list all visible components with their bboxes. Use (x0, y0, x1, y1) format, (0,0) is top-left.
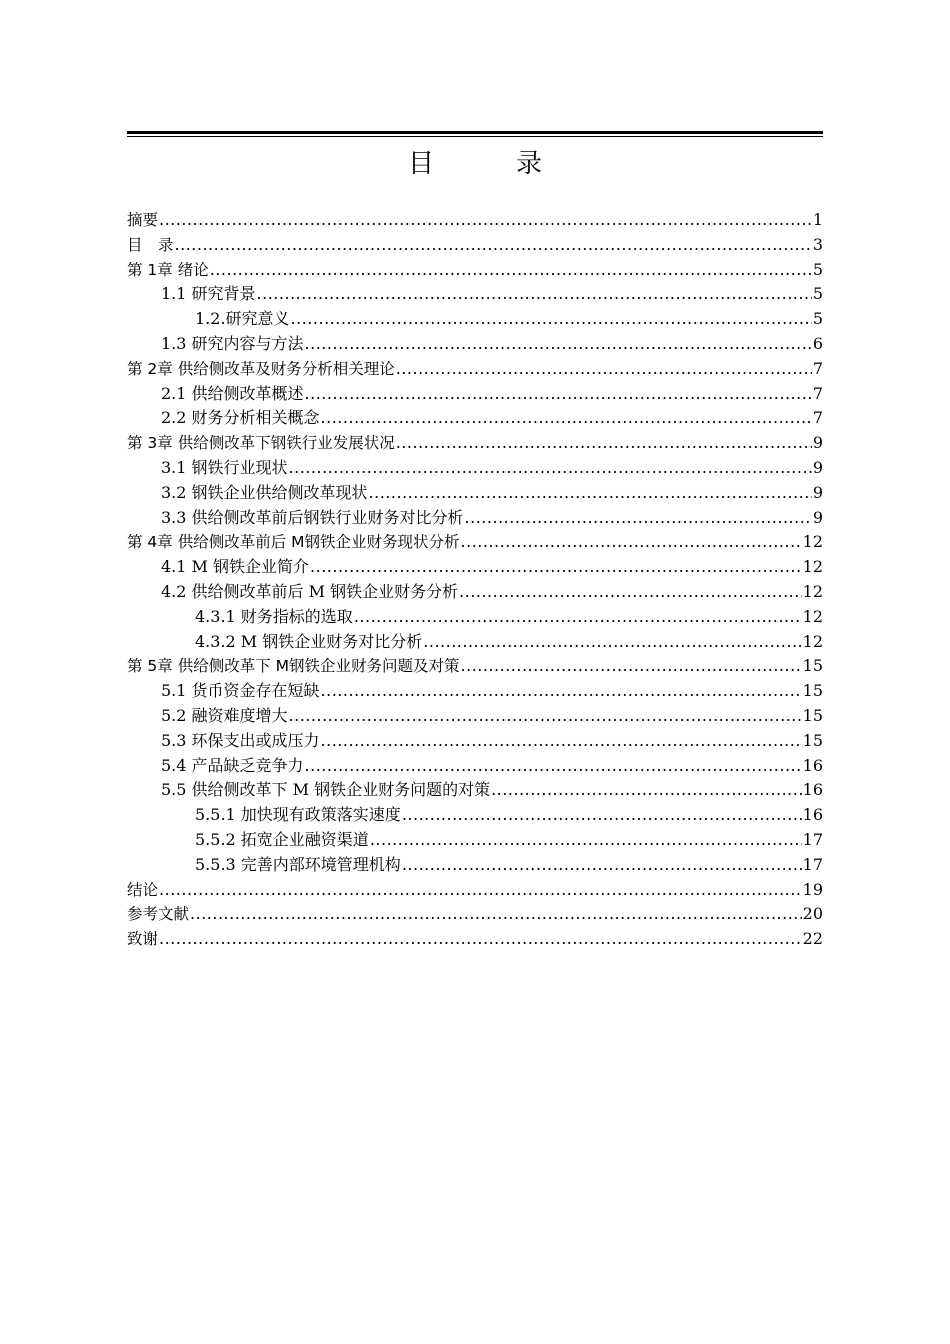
toc-entry-label: 5.5.2 拓宽企业融资渠道 (195, 829, 369, 849)
toc-entry-page: 9 (812, 457, 823, 477)
toc-entry-page: 15 (802, 681, 823, 701)
toc-entry-label: 第 5章 供给侧改革下 M钢铁企业财务问题及对策 (127, 657, 460, 676)
toc-entry-label: 1.1 研究背景 (161, 284, 256, 304)
toc-dot-leader (159, 208, 812, 233)
toc-entry-page: 20 (802, 904, 823, 924)
toc-entry[interactable] (127, 778, 823, 803)
toc-entry-page: 19 (802, 879, 823, 899)
toc-entry[interactable] (127, 282, 823, 307)
toc-entry-page: 16 (802, 780, 823, 800)
toc-entry-page: 12 (802, 557, 823, 577)
toc-entry[interactable] (127, 853, 823, 878)
toc-entry-label: 第 1章 绪论 (127, 260, 209, 279)
toc-dot-leader (321, 406, 812, 431)
toc-entry-page: 3 (812, 234, 823, 254)
toc-dot-leader (210, 258, 812, 283)
toc-dot-leader (305, 382, 812, 407)
toc-entry-label: 2.2 财务分析相关概念 (161, 408, 320, 428)
toc-entry-label: 3.3 供给侧改革前后钢铁行业财务对比分析 (161, 507, 464, 527)
toc-dot-leader (159, 878, 802, 903)
toc-entry-page: 1 (812, 210, 823, 229)
toc-entry[interactable] (127, 679, 823, 704)
toc-entry-page: 5 (812, 259, 823, 279)
toc-entry[interactable] (127, 258, 823, 283)
toc-entry-label: 2.1 供给侧改革概述 (161, 383, 304, 403)
toc-dot-leader (459, 580, 802, 605)
toc-entry-label: 3.2 钢铁企业供给侧改革现状 (161, 482, 368, 502)
page-title: 目 录 (407, 149, 570, 179)
toc-entry-page: 12 (802, 532, 823, 552)
toc-entry-page: 15 (802, 656, 823, 676)
toc-dot-leader (396, 357, 812, 382)
toc-dot-leader (190, 902, 802, 927)
toc-entry-page: 6 (812, 333, 823, 353)
toc-entry[interactable] (127, 654, 823, 679)
toc-entry[interactable] (127, 828, 823, 853)
toc-entry-label: 第 4章 供给侧改革前后 M钢铁企业财务现状分析 (127, 533, 460, 552)
toc-dot-leader (396, 431, 812, 456)
toc-entry-page: 12 (802, 631, 823, 651)
toc-dot-leader (370, 828, 802, 853)
toc-dot-leader (402, 803, 802, 828)
toc-entry-label: 3.1 钢铁行业现状 (161, 457, 288, 477)
table-of-contents (127, 208, 823, 952)
toc-entry[interactable] (127, 382, 823, 407)
toc-dot-leader (321, 729, 802, 754)
toc-entry[interactable] (127, 902, 823, 927)
toc-entry[interactable] (127, 729, 823, 754)
toc-entry[interactable] (127, 803, 823, 828)
toc-entry-label: 第 3章 供给侧改革下钢铁行业发展状况 (127, 434, 395, 453)
toc-entry-label: 4.1 M 钢铁企业简介 (161, 557, 310, 577)
toc-dot-leader (305, 754, 802, 779)
toc-dot-leader (257, 282, 812, 307)
toc-entry[interactable] (127, 481, 823, 506)
toc-entry[interactable] (127, 307, 823, 332)
toc-entry[interactable] (127, 357, 823, 382)
toc-dot-leader (291, 307, 812, 332)
toc-entry[interactable] (127, 630, 823, 655)
toc-entry-page: 5 (812, 309, 823, 329)
toc-entry-page: 9 (812, 433, 823, 453)
toc-entry[interactable] (127, 431, 823, 456)
toc-entry[interactable] (127, 233, 823, 258)
toc-entry[interactable] (127, 580, 823, 605)
header-rule-thin (127, 136, 823, 137)
toc-dot-leader (289, 704, 802, 729)
toc-entry[interactable] (127, 927, 823, 952)
toc-entry-page: 9 (812, 507, 823, 527)
toc-entry[interactable] (127, 332, 823, 357)
toc-entry-label: 5.3 环保支出或成压力 (161, 730, 320, 750)
toc-dot-leader (354, 605, 802, 630)
toc-dot-leader (461, 654, 802, 679)
toc-entry-label: 1.3 研究内容与方法 (161, 333, 304, 353)
toc-entry-label: 摘要 (127, 211, 159, 229)
toc-dot-leader (159, 927, 802, 952)
toc-entry[interactable] (127, 704, 823, 729)
header-rule-thick (127, 131, 823, 134)
toc-entry-page: 7 (812, 408, 823, 428)
toc-dot-leader (423, 630, 801, 655)
toc-entry-label: 致谢 (127, 930, 159, 949)
toc-entry-label: 5.5.3 完善内部环境管理机构 (195, 854, 401, 874)
toc-entry-page: 16 (802, 755, 823, 775)
toc-entry-label: 5.4 产品缺乏竞争力 (161, 755, 304, 775)
toc-entry[interactable] (127, 754, 823, 779)
toc-entry-page: 7 (812, 383, 823, 403)
toc-entry-page: 7 (812, 358, 823, 378)
toc-entry-page: 15 (802, 730, 823, 750)
toc-entry-label: 1.2.研究意义 (195, 309, 290, 329)
toc-entry-label: 结论 (127, 880, 159, 899)
toc-entry-page: 12 (802, 606, 823, 626)
toc-dot-leader (175, 233, 812, 258)
toc-entry-label: 参考文献 (127, 905, 190, 924)
toc-dot-leader (310, 555, 802, 580)
toc-entry-page: 12 (802, 581, 823, 601)
toc-entry-page: 15 (802, 705, 823, 725)
toc-entry-label: 5.5.1 加快现有政策落实速度 (195, 805, 401, 825)
toc-dot-leader (369, 481, 812, 506)
toc-dot-leader (491, 778, 802, 803)
toc-entry-page: 9 (812, 482, 823, 502)
toc-dot-leader (461, 530, 802, 555)
toc-entry[interactable] (127, 555, 823, 580)
toc-entry-label: 第 2章 供给侧改革及财务分析相关理论 (127, 359, 395, 378)
toc-entry-label: 5.1 货币资金存在短缺 (161, 681, 320, 701)
toc-entry-label: 目 录 (127, 235, 174, 254)
toc-dot-leader (402, 853, 802, 878)
toc-entry-page: 5 (812, 284, 823, 304)
toc-entry-page: 17 (802, 829, 823, 849)
toc-entry-label: 4.3.2 M 钢铁企业财务对比分析 (195, 631, 423, 651)
toc-entry-page: 22 (802, 929, 823, 949)
toc-entry[interactable] (127, 506, 823, 531)
toc-entry-label: 5.5 供给侧改革下 M 钢铁企业财务问题的对策 (161, 780, 491, 800)
toc-dot-leader (305, 332, 812, 357)
toc-dot-leader (465, 506, 812, 531)
toc-entry[interactable] (127, 208, 823, 233)
toc-entry[interactable] (127, 530, 823, 555)
toc-entry-label: 5.2 融资难度增大 (161, 705, 288, 725)
toc-dot-leader (321, 679, 802, 704)
toc-entry[interactable] (127, 406, 823, 431)
toc-entry-label: 4.3.1 财务指标的选取 (195, 606, 353, 626)
toc-entry[interactable] (127, 878, 823, 903)
toc-entry-page: 17 (802, 854, 823, 874)
toc-entry-page: 16 (802, 805, 823, 825)
toc-entry-label: 4.2 供给侧改革前后 M 钢铁企业财务分析 (161, 581, 459, 601)
toc-entry[interactable] (127, 456, 823, 481)
toc-dot-leader (289, 456, 812, 481)
toc-entry[interactable] (127, 605, 823, 630)
